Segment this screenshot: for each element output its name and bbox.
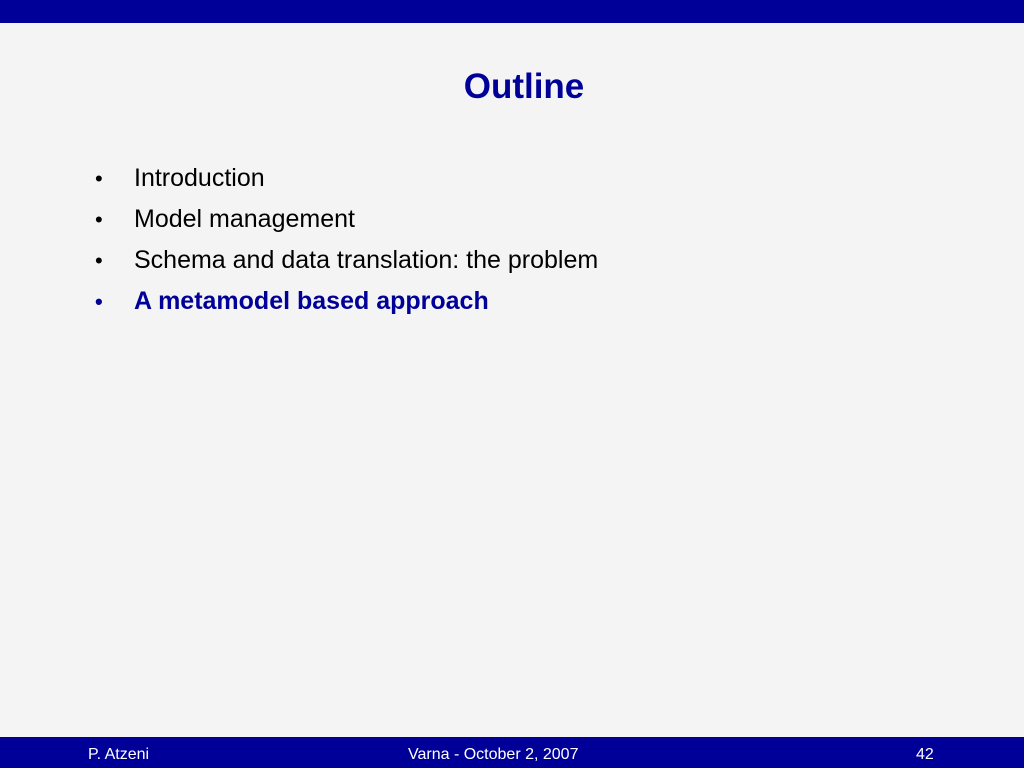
bullet-text: Schema and data translation: the problem [134,246,599,274]
bullet-point-icon: • [95,289,103,314]
bullet-item-model-management [95,205,598,246]
page-number: 42 [916,746,934,763]
bullet-item-metamodel-approach [95,287,598,328]
slide-title: Outline [463,67,585,106]
bullet-text: A metamodel based approach [134,287,489,315]
footer-bar [0,737,1024,768]
bullet-item-introduction [95,164,598,205]
bullet-text: Introduction [134,164,265,192]
top-banner [0,0,1024,23]
footer-author: P. Atzeni [88,746,150,763]
bullet-point-icon: • [95,166,103,191]
bullet-text: Model management [134,205,355,233]
bullet-item-schema-translation [95,246,598,287]
bullet-point-icon: • [95,207,103,232]
bullet-list [95,164,598,328]
footer-event: Varna - October 2, 2007 [408,746,579,763]
bullet-point-icon: • [95,248,103,273]
